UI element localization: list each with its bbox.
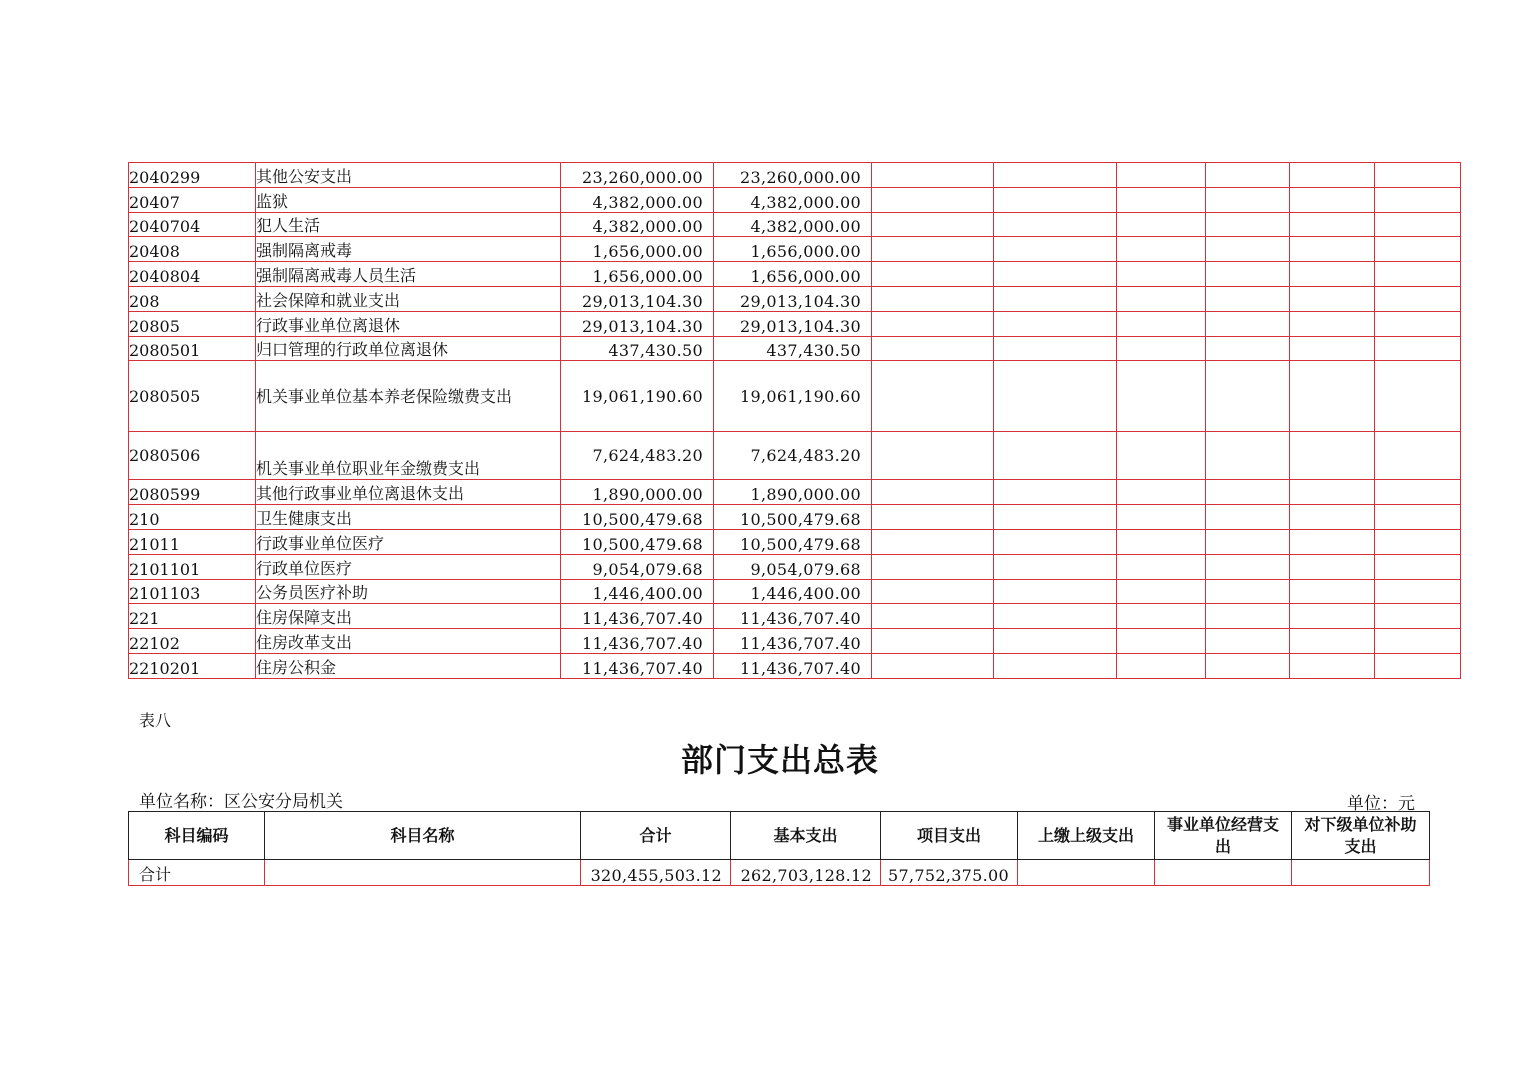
total-amount: 4,382,000.00 bbox=[561, 212, 714, 237]
subject-name: 其他行政事业单位离退休支出 bbox=[256, 480, 561, 505]
header-cell: 上缴上级支出 bbox=[1018, 812, 1155, 860]
subject-code: 20408 bbox=[129, 237, 256, 262]
table-row bbox=[129, 579, 1461, 604]
header-row bbox=[129, 812, 1430, 860]
subject-name: 住房保障支出 bbox=[256, 604, 561, 629]
total-amount: 1,656,000.00 bbox=[561, 237, 714, 262]
table-row bbox=[129, 286, 1461, 311]
basic-amount: 1,446,400.00 bbox=[714, 579, 872, 604]
basic-amount: 29,013,104.30 bbox=[714, 311, 872, 336]
total-row bbox=[129, 860, 1430, 886]
total-amount: 19,061,190.60 bbox=[561, 361, 714, 432]
basic-amount: 11,436,707.40 bbox=[714, 629, 872, 654]
basic-amount: 437,430.50 bbox=[714, 336, 872, 361]
subject-code: 2040299 bbox=[129, 163, 256, 188]
total-amount: 1,656,000.00 bbox=[561, 262, 714, 287]
unit-name: 单位名称：区公安分局机关 bbox=[139, 792, 343, 812]
table-row bbox=[129, 237, 1461, 262]
table-row bbox=[129, 604, 1461, 629]
empty-cell bbox=[1292, 860, 1430, 886]
total-amount: 437,430.50 bbox=[561, 336, 714, 361]
summary-table bbox=[128, 811, 1430, 886]
subject-name: 监狱 bbox=[256, 187, 561, 212]
table-row bbox=[129, 187, 1461, 212]
subject-code: 2080599 bbox=[129, 480, 256, 505]
total-amount: 7,624,483.20 bbox=[561, 432, 714, 480]
table-row bbox=[129, 432, 1461, 480]
total-amount: 1,446,400.00 bbox=[561, 579, 714, 604]
empty-cell bbox=[1018, 860, 1155, 886]
subject-name: 强制隔离戒毒 bbox=[256, 237, 561, 262]
subject-name: 机关事业单位基本养老保险缴费支出 bbox=[256, 361, 561, 432]
subject-name: 行政单位医疗 bbox=[256, 554, 561, 579]
total-amount: 23,260,000.00 bbox=[561, 163, 714, 188]
subject-name: 其他公安支出 bbox=[256, 163, 561, 188]
subject-code: 2080506 bbox=[129, 432, 256, 480]
total-label: 合计 bbox=[129, 860, 265, 886]
grand-total: 320,455,503.12 bbox=[581, 860, 731, 886]
subject-code: 20805 bbox=[129, 311, 256, 336]
header-cell: 科目名称 bbox=[265, 812, 581, 860]
subject-code: 221 bbox=[129, 604, 256, 629]
total-amount: 29,013,104.30 bbox=[561, 311, 714, 336]
table-row bbox=[129, 311, 1461, 336]
subject-name: 住房改革支出 bbox=[256, 629, 561, 654]
total-amount: 10,500,479.68 bbox=[561, 505, 714, 530]
table-row bbox=[129, 163, 1461, 188]
total-amount: 10,500,479.68 bbox=[561, 529, 714, 554]
header-cell: 科目编码 bbox=[129, 812, 265, 860]
page-title: 部门支出总表 bbox=[680, 741, 879, 779]
subject-code: 2101103 bbox=[129, 579, 256, 604]
basic-amount: 1,656,000.00 bbox=[714, 262, 872, 287]
subject-name: 公务员医疗补助 bbox=[256, 579, 561, 604]
header-cell: 基本支出 bbox=[731, 812, 881, 860]
subject-code: 22102 bbox=[129, 629, 256, 654]
project-total: 57,752,375.00 bbox=[881, 860, 1018, 886]
currency-unit: 单位：元 bbox=[1347, 794, 1415, 814]
empty-cell bbox=[1155, 860, 1292, 886]
subject-name: 归口管理的行政单位离退休 bbox=[256, 336, 561, 361]
table-row bbox=[129, 262, 1461, 287]
subject-name: 卫生健康支出 bbox=[256, 505, 561, 530]
subject-name: 社会保障和就业支出 bbox=[256, 286, 561, 311]
basic-amount: 7,624,483.20 bbox=[714, 432, 872, 480]
subject-code: 2080505 bbox=[129, 361, 256, 432]
total-amount: 11,436,707.40 bbox=[561, 604, 714, 629]
basic-amount: 23,260,000.00 bbox=[714, 163, 872, 188]
header-cell: 项目支出 bbox=[881, 812, 1018, 860]
subject-name: 行政事业单位医疗 bbox=[256, 529, 561, 554]
subject-name: 强制隔离戒毒人员生活 bbox=[256, 262, 561, 287]
table-row bbox=[129, 529, 1461, 554]
basic-amount: 4,382,000.00 bbox=[714, 187, 872, 212]
subject-code: 210 bbox=[129, 505, 256, 530]
basic-amount: 11,436,707.40 bbox=[714, 653, 872, 678]
table-row bbox=[129, 480, 1461, 505]
basic-amount: 4,382,000.00 bbox=[714, 212, 872, 237]
total-amount: 1,890,000.00 bbox=[561, 480, 714, 505]
total-amount: 29,013,104.30 bbox=[561, 286, 714, 311]
empty-cell bbox=[265, 860, 581, 886]
basic-amount: 10,500,479.68 bbox=[714, 529, 872, 554]
table-row bbox=[129, 505, 1461, 530]
subject-code: 208 bbox=[129, 286, 256, 311]
total-amount: 11,436,707.40 bbox=[561, 629, 714, 654]
table-row bbox=[129, 361, 1461, 432]
table-label: 表八 bbox=[139, 711, 172, 730]
table-row bbox=[129, 212, 1461, 237]
subject-name: 机关事业单位职业年金缴费支出 bbox=[256, 432, 561, 480]
subject-name: 住房公积金 bbox=[256, 653, 561, 678]
basic-total: 262,703,128.12 bbox=[731, 860, 881, 886]
subject-code: 21011 bbox=[129, 529, 256, 554]
basic-amount: 29,013,104.30 bbox=[714, 286, 872, 311]
subject-code: 2040804 bbox=[129, 262, 256, 287]
subject-code: 2040704 bbox=[129, 212, 256, 237]
basic-amount: 10,500,479.68 bbox=[714, 505, 872, 530]
basic-amount: 9,054,079.68 bbox=[714, 554, 872, 579]
table-row bbox=[129, 653, 1461, 678]
subject-code: 2080501 bbox=[129, 336, 256, 361]
subject-code: 2210201 bbox=[129, 653, 256, 678]
basic-amount: 19,061,190.60 bbox=[714, 361, 872, 432]
total-amount: 4,382,000.00 bbox=[561, 187, 714, 212]
total-amount: 9,054,079.68 bbox=[561, 554, 714, 579]
header-cell: 事业单位经营支出 bbox=[1155, 812, 1292, 860]
subject-code: 2101101 bbox=[129, 554, 256, 579]
header-cell: 对下级单位补助支出 bbox=[1292, 812, 1430, 860]
table-row bbox=[129, 336, 1461, 361]
table-row bbox=[129, 554, 1461, 579]
expenditure-detail-table bbox=[128, 162, 1461, 679]
header-cell: 合计 bbox=[581, 812, 731, 860]
basic-amount: 1,890,000.00 bbox=[714, 480, 872, 505]
total-amount: 11,436,707.40 bbox=[561, 653, 714, 678]
basic-amount: 1,656,000.00 bbox=[714, 237, 872, 262]
subject-name: 行政事业单位离退休 bbox=[256, 311, 561, 336]
subject-name: 犯人生活 bbox=[256, 212, 561, 237]
subject-code: 20407 bbox=[129, 187, 256, 212]
basic-amount: 11,436,707.40 bbox=[714, 604, 872, 629]
table-row bbox=[129, 629, 1461, 654]
